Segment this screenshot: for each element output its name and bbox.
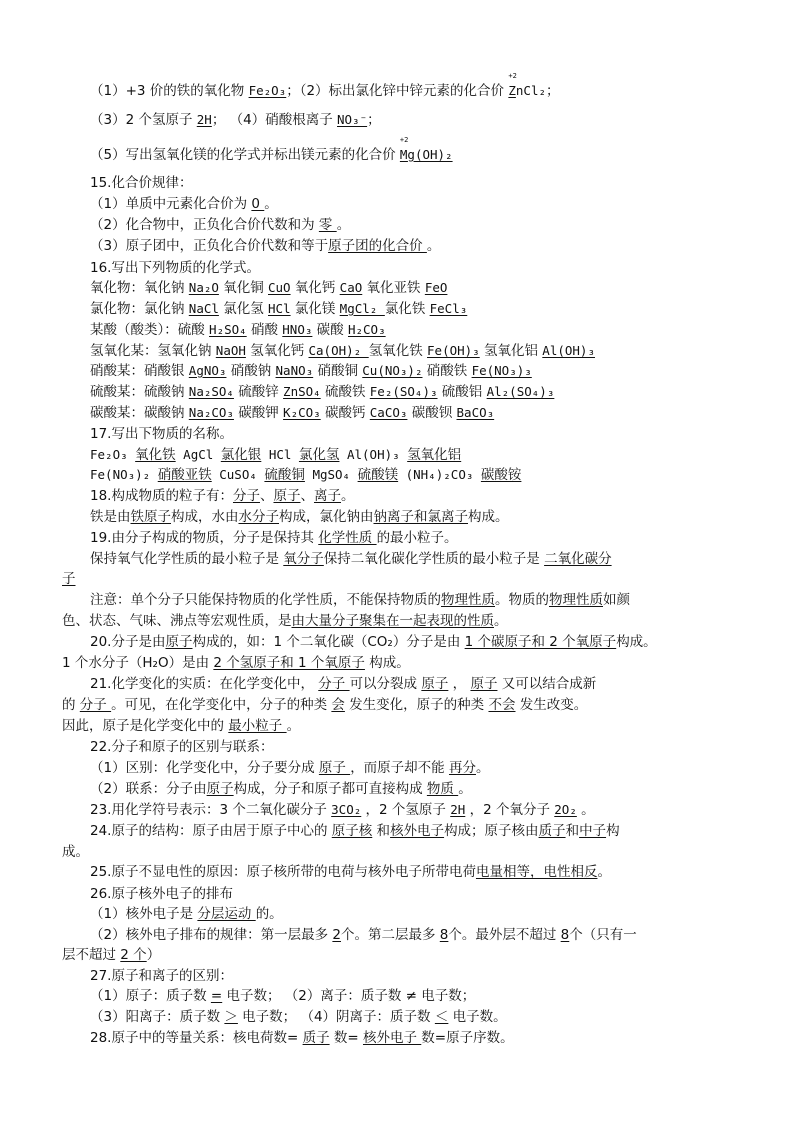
answer-blank: 3CO₂ [331,802,362,817]
text-line [62,946,160,964]
text-line [90,174,192,192]
text-segment: 。 [340,488,355,504]
text-line [90,237,440,255]
text-segment: ， [448,676,471,692]
answer-blank: 核外电子 [362,1030,422,1046]
text-line [90,342,595,360]
text-segment: 氢氧化钙 [245,343,309,359]
text-segment: ； [367,112,381,128]
text-segment: 。 [264,196,278,212]
text-segment: 。可见，在化学变化中，分子的种类 [111,697,332,713]
answer-blank: NaNO₃ [275,363,314,378]
text-line [90,926,637,944]
text-segment: 。 [597,864,611,880]
answer-blank: 中子 [579,823,607,839]
text-line [90,466,521,484]
text-segment: 17.写出下物质的名称。 [90,426,233,442]
answer-blank: 物理性质 [441,592,495,608]
text-segment: 硝酸 [246,322,283,338]
text-segment: 20.分子是由 [90,634,166,650]
answer-blank: K₂CO₃ [283,405,321,420]
answer-blank: Al₂(SO₄)₃ [486,384,555,399]
text-line [90,738,273,756]
answer-blank: Cu(NO₃)₂ [362,363,423,378]
answer-blank: 2H [196,112,212,127]
text-segment: ； [546,83,560,99]
text-segment: 。物质的 [495,592,549,608]
answer-blank: 分子 [318,676,350,692]
text-segment: 色、状态、气味、沸点等宏观性质，是 [62,613,292,629]
text-line [90,259,260,277]
answer-blank: NaOH [215,343,246,358]
answer-blank: Na₂O [188,280,219,295]
text-segment: 构成，水由 [171,509,239,525]
text-segment: （1）核外电子是 [90,906,198,922]
text-line [90,1029,514,1047]
text-line [90,987,475,1005]
answer-blank: 核外电子 [390,823,445,839]
text-segment: 15.化合价规律： [90,175,193,191]
answer-blank: 氧化铁 [135,447,176,463]
text-line [90,633,657,651]
text-segment: 氯化铁 [384,301,430,317]
answer-blank: 物理性质 [549,592,603,608]
text-segment: ； （4）硝酸根离子 [211,112,337,128]
text-segment: AgCl [175,447,221,462]
text-line [90,279,447,297]
answer-blank: 2 [332,927,341,943]
text-segment: ，2 个氧分子 [465,802,555,818]
text-line [90,550,612,568]
answer-blank: 质子 [538,823,566,839]
text-segment: 23.用化学符号表示：3 个二氧化碳分子 [90,802,332,818]
text-line [90,216,350,234]
text-segment: ；（2）标出氯化锌中锌元素的化合价 [286,83,509,99]
text-segment: 碳酸某：碳酸钠 [90,405,189,421]
answer-blank: 水分子 [238,509,279,525]
text-line [90,300,467,318]
text-segment: 硫酸锌 [233,384,284,400]
answer-blank: 硝酸亚铁 [157,467,212,483]
text-segment: 氯化氢 [218,301,268,317]
text-segment: ，而原子却不能 [350,760,449,776]
text-line [90,111,381,129]
text-segment: （3）阳离子：质子数 [90,1009,225,1025]
text-segment: 的 [62,697,80,713]
text-segment: 的。 [255,906,283,922]
answer-blank: 钠离子和氯离子 [373,509,468,525]
text-segment: 氯化镁 [290,301,340,317]
answer-blank: NO₃⁻ [337,112,368,127]
text-line [90,383,554,401]
text-segment: 层不超过 [62,947,121,963]
answer-blank: Na₂CO₃ [188,405,234,420]
text-segment: 氢氧化某：氢氧化钠 [90,343,216,359]
text-line [90,508,509,526]
text-segment: 可以分裂成 [349,676,422,692]
answer-blank: NaCl [188,301,219,316]
text-segment: 电子数； （2）离子：质子数 ≠ 电子数； [222,988,476,1004]
answer-blank: Ca(OH)₂ [308,343,369,358]
text-segment: （1）单质中元素化合价为 [90,196,252,212]
text-segment: 构成。 [364,655,410,671]
text-segment: 。 [576,802,595,818]
text-segment: 、 [300,488,314,504]
answer-blank: CaCO₃ [369,405,408,420]
answer-blank: HNO₃ [282,322,313,337]
text-line [90,822,620,840]
answer-blank: 化学性质 [318,530,377,546]
text-segment: 构 [606,823,620,839]
answer-blank: HCl [268,301,291,316]
answer-blank: 原子 [206,781,234,797]
text-segment: ，2 个氢原子 [361,802,451,818]
text-segment: 个。第二层最多 [340,927,440,943]
text-segment: 16.写出下列物质的化学式。 [90,260,260,276]
answer-blank: FeO [424,280,448,295]
answer-blank: CuO [268,280,291,295]
text-segment: 数= [329,1030,363,1046]
text-segment: 、 [259,488,274,504]
answer-blank: 氢氧化铝 [407,447,462,463]
text-segment: 构成，氯化钠由 [279,509,374,525]
text-segment: 构成，分子和原子都可直接构成 [233,781,427,797]
text-segment: Fe₂O₃ [90,447,136,462]
answer-blank: 8 [439,927,449,943]
text-segment: 27.原子和离子的区别： [90,968,233,984]
valence-symbol [508,72,517,100]
text-line [90,967,233,985]
answer-blank: = [210,988,223,1004]
text-segment: 硝酸某：硝酸银 [90,363,189,379]
text-segment: 氧化亚铁 [362,280,425,296]
answer-blank: 2O₂ [554,802,577,817]
text-segment: 24.原子的结构：原子由居于原子中心的 [90,823,332,839]
text-line [90,425,233,443]
answer-blank: 电量相等，电性相反 [475,864,598,880]
answer-blank: 0 [251,196,265,212]
answer-blank: BaCO₃ [456,405,495,420]
answer-blank: ＜ [434,1009,449,1025]
answer-blank: MgCl₂ [339,301,385,316]
text-line [62,654,410,672]
answer-blank: 最小粒子 [228,718,287,734]
answer-blank: ＞ [224,1009,238,1025]
answer-blank: Al(OH)₃ [542,343,595,358]
text-line [62,696,587,714]
answer-blank: 原子 [318,760,351,776]
text-segment: （5）写出氢氧化镁的化学式并标出镁元素的化合价 [90,147,400,163]
text-segment: （2）联系：分子由 [90,781,207,797]
text-segment: ） [146,947,161,963]
text-segment: 构成的，如：1 个二氧化碳（CO₂）分子是由 [192,634,465,650]
text-segment: 氢氧化铁 [368,343,428,359]
text-segment: 保持二氧化碳化学性质的最小粒子是 [323,551,545,567]
valence-mark: +2 [508,72,517,80]
answer-blank: Fe₂(SO₄)₃ [369,384,438,399]
text-segment: 和 [372,823,391,839]
answer-blank: 原子 [470,676,498,692]
text-segment: （1）原子：质子数 [90,988,211,1004]
text-segment: 28.原子中的等量关系：核电荷数= [90,1030,303,1046]
text-segment: 碳酸钙 [320,405,370,421]
text-segment: 碳酸 [312,322,348,338]
text-segment: 个。最外层不超过 [448,927,561,943]
text-segment: 个（只有一 [569,927,637,943]
text-segment: 硫酸某：硫酸钠 [90,384,189,400]
text-segment: Al(OH)₃ [339,447,408,462]
answer-blank: 硫酸铜 [264,467,305,483]
answer-blank: Z [508,83,516,98]
text-segment: 氯化物：氯化钠 [90,301,189,317]
answer-blank: 原子 [165,634,193,650]
answer-blank: 会 [331,697,345,713]
answer-blank: 碳酸铵 [480,467,522,483]
answer-blank: 8 [560,927,570,943]
text-segment: 发生改变。 [515,697,588,713]
answer-blank: 氯化银 [220,447,262,463]
answer-blank: 原子团的化合价 [328,238,427,254]
text-line [90,529,458,547]
text-segment: 21.化学变化的实质：在化学变化中， [90,676,319,692]
text-segment: 和 [565,823,580,839]
text-line [90,863,611,881]
text-line [90,136,453,164]
text-segment: 25.原子不显电性的原因：原子核所带的电荷与核外电子所带电荷 [90,864,476,880]
text-segment: 。 [286,718,301,734]
answer-blank: 原子 [421,676,449,692]
text-segment: 碳酸钡 [407,405,457,421]
text-segment: 注意：单个分子只能保持物质的化学性质，不能保持物质的 [90,592,441,608]
text-segment: 构成。 [616,634,657,650]
text-segment: 氧化物：氧化钠 [90,280,189,296]
answer-blank: 2 个氢原子和 1 个氧原子 [213,655,365,671]
text-segment: HCl [261,447,299,462]
text-line [90,362,532,380]
text-segment: 构成；原子核由 [444,823,539,839]
answer-blank: FeCl₃ [429,301,468,316]
answer-blank: CaO [339,280,363,295]
text-segment: 的最小粒子。 [376,530,458,546]
text-line [90,487,354,505]
text-segment: 。 [494,613,508,629]
answer-blank: 物质 [426,781,459,797]
text-line [90,321,386,339]
text-segment: 氢氧化铝 [479,343,543,359]
text-line [90,404,494,422]
text-segment: 氧化钙 [290,280,340,296]
answer-blank: 原子核 [331,823,373,839]
text-segment: 。 [458,781,472,797]
answer-blank: 2 个 [120,947,147,963]
text-segment: 又可以结合成新 [497,676,597,692]
text-segment: （1）区别：化学变化中，分子要分成 [90,760,319,776]
answer-blank: AgNO₃ [188,363,227,378]
answer-blank: Na₂SO₄ [188,384,234,399]
text-segment: 构成。 [468,509,509,525]
text-segment: 硝酸铁 [422,363,472,379]
text-line [62,717,300,735]
text-line [90,780,472,798]
text-line [62,612,508,630]
text-segment: 19.由分子构成的物质，分子是保持其 [90,530,319,546]
text-segment: MgSO₄ [304,467,358,482]
valence-symbol [399,136,409,164]
text-segment: 电子数； （4）阴离子：质子数 [237,1009,435,1025]
text-segment: （2）化合物中，正负化合价代数和为 [90,217,319,233]
answer-blank: 氯化氢 [298,447,340,463]
text-line [90,1008,507,1026]
text-segment: 硝酸铜 [313,363,363,379]
text-segment: （3）原子团中，正负化合价代数和等于 [90,238,329,254]
answer-blank: 质子 [302,1030,330,1046]
text-line [90,675,596,693]
text-segment: 碳酸钾 [233,405,284,421]
answer-blank: 子 [62,571,76,587]
text-segment: 铁是由 [90,509,131,525]
text-line [90,801,595,819]
text-segment: 硫酸铝 [437,384,487,400]
answer-blank: 不会 [488,697,516,713]
answer-blank: 2H [450,802,466,817]
text-line [90,446,461,464]
answer-blank: Fe(NO₃)₃ [471,363,532,378]
text-segment: 发生变化，原子的种类 [344,697,489,713]
answer-blank: Fe₂O₃ [248,83,287,98]
text-segment: 26.原子核外电子的排布 [90,886,233,902]
text-line [90,72,560,100]
text-line [90,195,278,213]
text-segment: 。 [336,217,351,233]
answer-blank: 1 个碳原子和 2 个氧原子 [464,634,617,650]
text-line [90,905,283,923]
text-segment: （2）核外电子排布的规律：第一层最多 [90,927,333,943]
text-line [62,843,89,861]
answer-blank: H₂CO₃ [347,322,386,337]
answer-blank: g(OH)₂ [407,147,453,162]
answer-blank: 分子 [232,488,260,504]
text-segment: 成。 [62,844,89,860]
text-line [90,591,630,609]
answer-blank: 二氧化碳分 [544,551,612,567]
text-segment: 数=原子序数。 [421,1030,514,1046]
text-segment: （3）2 个氢原子 [90,112,197,128]
answer-blank: 氧分子 [283,551,324,567]
answer-blank: M [399,147,408,162]
text-segment: Fe(NO₃)₂ [90,467,158,482]
answer-blank: 由大量分子聚集在一起表现的性质 [291,613,494,629]
text-segment: 18.构成物质的粒子有： [90,488,233,504]
text-line [90,885,233,903]
answer-blank: 原子 [273,488,301,504]
text-segment: 电子数。 [448,1009,507,1025]
valence-mark: +2 [399,136,409,144]
text-segment: CuSO₄ [211,467,265,482]
answer-blank: 离子 [313,488,341,504]
text-line [62,570,76,588]
text-segment: 氧化铜 [218,280,268,296]
text-segment: 。 [426,238,441,254]
text-segment: 。 [475,760,490,776]
text-segment: 因此，原子是化学变化中的 [62,718,229,734]
answer-blank: ZnSO₄ [283,384,321,399]
text-segment: 如颜 [603,592,630,608]
answer-blank: 再分 [448,760,476,776]
text-segment: （1）+3 价的铁的氧化物 [90,83,249,99]
text-segment: 保持氧气化学性质的最小粒子是 [90,551,284,567]
answer-blank: Fe(OH)₃ [427,343,480,358]
answer-blank: 分子 [79,697,112,713]
text-line [90,759,489,777]
text-segment: (NH₄)₂CO₃ [398,467,481,482]
text-segment: 某酸（酸类）：硫酸 [90,322,210,338]
answer-blank: 铁原子 [130,509,171,525]
answer-blank: 零 [318,217,337,233]
text-segment: 硝酸钠 [226,363,276,379]
text-segment: 1 个水分子（H₂O）是由 [62,655,214,671]
text-segment: 硫酸铁 [320,384,370,400]
text-segment: 22.分子和原子的区别与联系： [90,739,274,755]
answer-blank: 分层运动 [197,906,256,922]
answer-blank: 硫酸镁 [357,467,399,483]
text-segment: nCl₂ [515,83,546,98]
answer-blank: H₂SO₄ [209,322,247,337]
